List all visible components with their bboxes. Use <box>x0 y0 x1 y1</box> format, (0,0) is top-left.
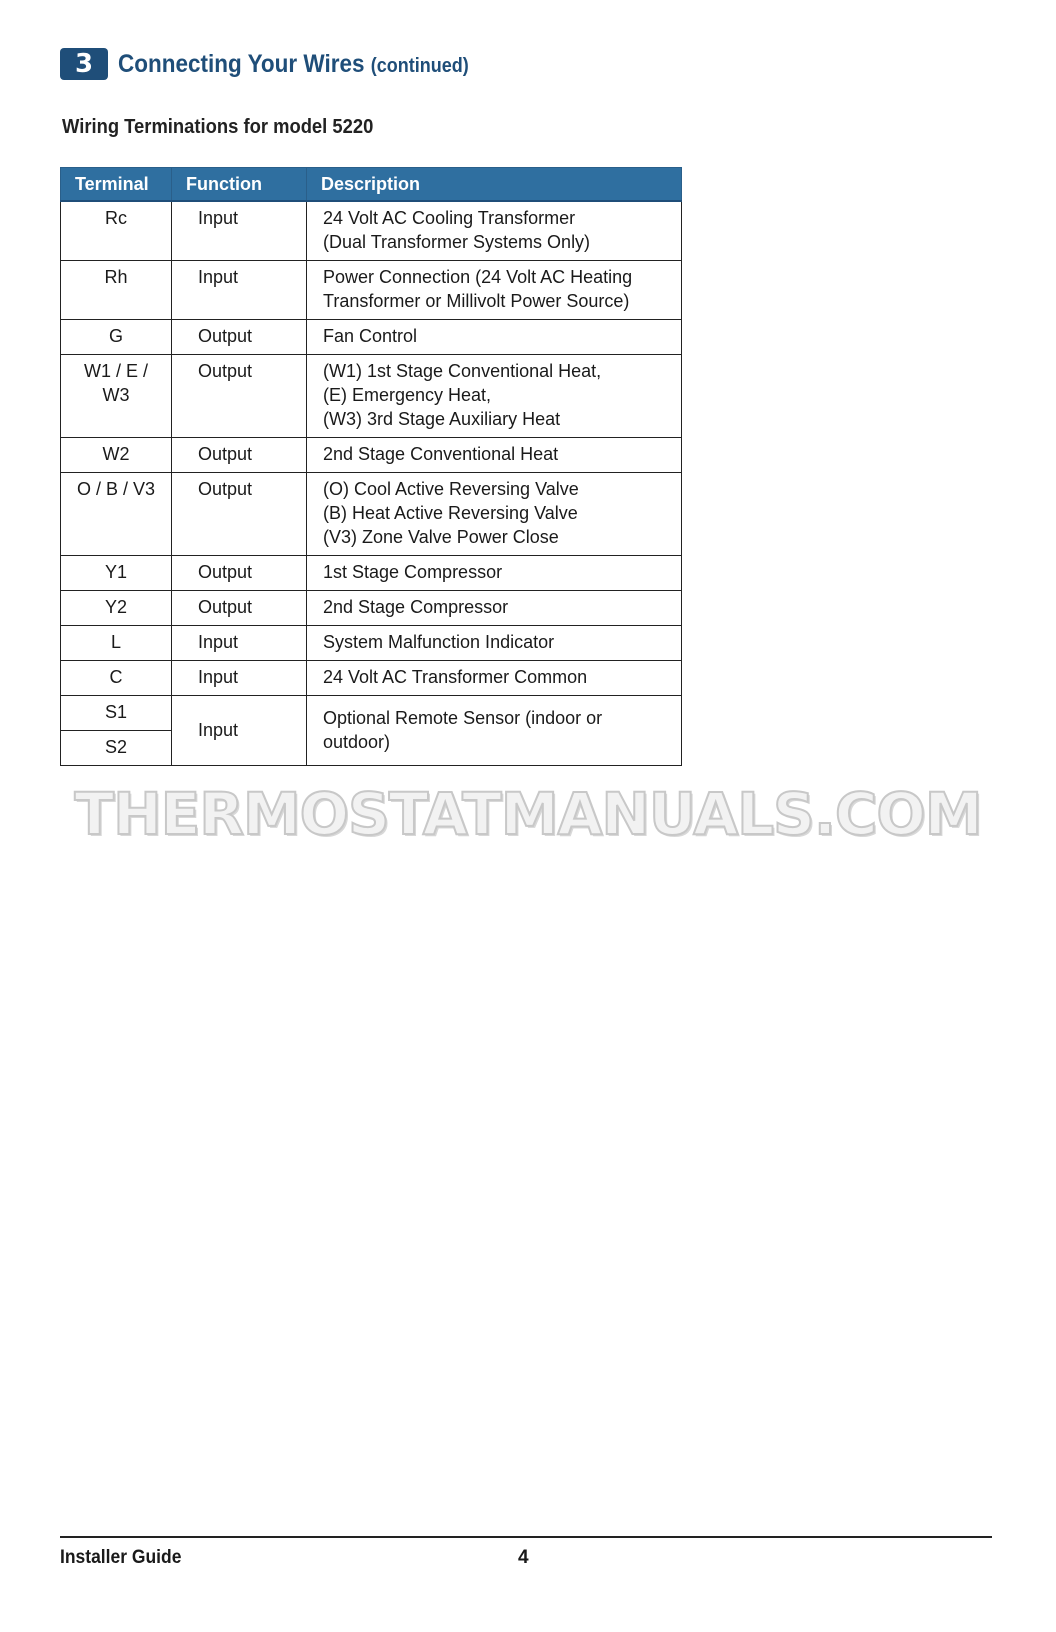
description-line: (O) Cool Active Reversing Valve <box>323 479 579 499</box>
description-cell <box>307 591 682 626</box>
header-function: Function <box>172 168 307 202</box>
function-cell: Output <box>172 591 307 626</box>
function-cell: Input <box>172 696 307 766</box>
section-title <box>118 50 469 79</box>
terminal-cell: Rc <box>61 201 172 261</box>
description-line: (V3) Zone Valve Power Close <box>323 527 559 547</box>
table-row <box>61 355 682 438</box>
footer-divider <box>60 1536 992 1538</box>
function-cell: Output <box>172 438 307 473</box>
footer-page-number: 4 <box>518 1547 529 1568</box>
footer-guide-label: Installer Guide <box>60 1547 182 1568</box>
description-line: (W3) 3rd Stage Auxiliary Heat <box>323 409 561 429</box>
description-cell <box>307 661 682 696</box>
description-line: 2nd Stage Conventional Heat <box>323 444 559 464</box>
function-cell: Input <box>172 201 307 261</box>
description-cell <box>307 320 682 355</box>
table-body <box>61 201 682 766</box>
section-title-suffix: (continued) <box>370 54 469 77</box>
description-line: (B) Heat Active Reversing Valve <box>323 503 578 523</box>
terminal-cell: Y2 <box>61 591 172 626</box>
header-description: Description <box>307 168 682 202</box>
section-number-badge: 3 <box>60 48 108 80</box>
description-cell: Optional Remote Sensor (indoor or outdoor) <box>307 696 682 766</box>
watermark-text: THERMOSTATMANUALS.COM <box>74 780 982 848</box>
description-line: 24 Volt AC Transformer Common <box>323 667 588 687</box>
table-row <box>61 591 682 626</box>
description-cell <box>307 626 682 661</box>
description-line: 2nd Stage Compressor <box>323 597 509 617</box>
header-terminal: Terminal <box>61 168 172 202</box>
description-cell <box>307 556 682 591</box>
terminal-cell: S2 <box>61 731 172 766</box>
table-row <box>61 696 682 731</box>
function-cell: Output <box>172 320 307 355</box>
description-cell <box>307 201 682 261</box>
terminal-cell: O / B / V3 <box>61 473 172 556</box>
function-cell: Input <box>172 626 307 661</box>
table-row <box>61 261 682 320</box>
description-cell <box>307 261 682 320</box>
table-row <box>61 201 682 261</box>
terminal-cell: W1 / E / W3 <box>61 355 172 438</box>
table-row <box>61 320 682 355</box>
function-cell: Output <box>172 473 307 556</box>
terminal-cell: Y1 <box>61 556 172 591</box>
description-line: (Dual Transformer Systems Only) <box>323 232 591 252</box>
terminal-cell: G <box>61 320 172 355</box>
description-line: System Malfunction Indicator <box>323 632 555 652</box>
section-heading <box>60 48 508 80</box>
table-row <box>61 626 682 661</box>
function-cell: Output <box>172 355 307 438</box>
description-line: 24 Volt AC Cooling Transformer <box>323 208 576 228</box>
description-line: Transformer or Millivolt Power Source) <box>323 291 630 311</box>
section-title-text: Connecting Your Wires <box>118 49 365 78</box>
terminal-cell: L <box>61 626 172 661</box>
description-line: (E) Emergency Heat, <box>323 385 492 405</box>
description-cell <box>307 438 682 473</box>
terminal-cell: Rh <box>61 261 172 320</box>
description-line: Power Connection (24 Volt AC Heating <box>323 267 633 287</box>
table-row <box>61 473 682 556</box>
description-line: Fan Control <box>323 326 418 346</box>
terminal-cell: C <box>61 661 172 696</box>
description-line: 1st Stage Compressor <box>323 562 503 582</box>
function-cell: Input <box>172 261 307 320</box>
wiring-terminations-table <box>60 167 682 766</box>
description-cell <box>307 355 682 438</box>
function-cell: Input <box>172 661 307 696</box>
table-row <box>61 556 682 591</box>
table-header-row <box>61 168 682 202</box>
description-cell <box>307 473 682 556</box>
table-subtitle: Wiring Terminations for model 5220 <box>62 116 374 138</box>
table-row <box>61 661 682 696</box>
function-cell: Output <box>172 556 307 591</box>
terminal-cell: S1 <box>61 696 172 731</box>
description-line: (W1) 1st Stage Conventional Heat, <box>323 361 602 381</box>
table-row <box>61 438 682 473</box>
terminal-cell: W2 <box>61 438 172 473</box>
